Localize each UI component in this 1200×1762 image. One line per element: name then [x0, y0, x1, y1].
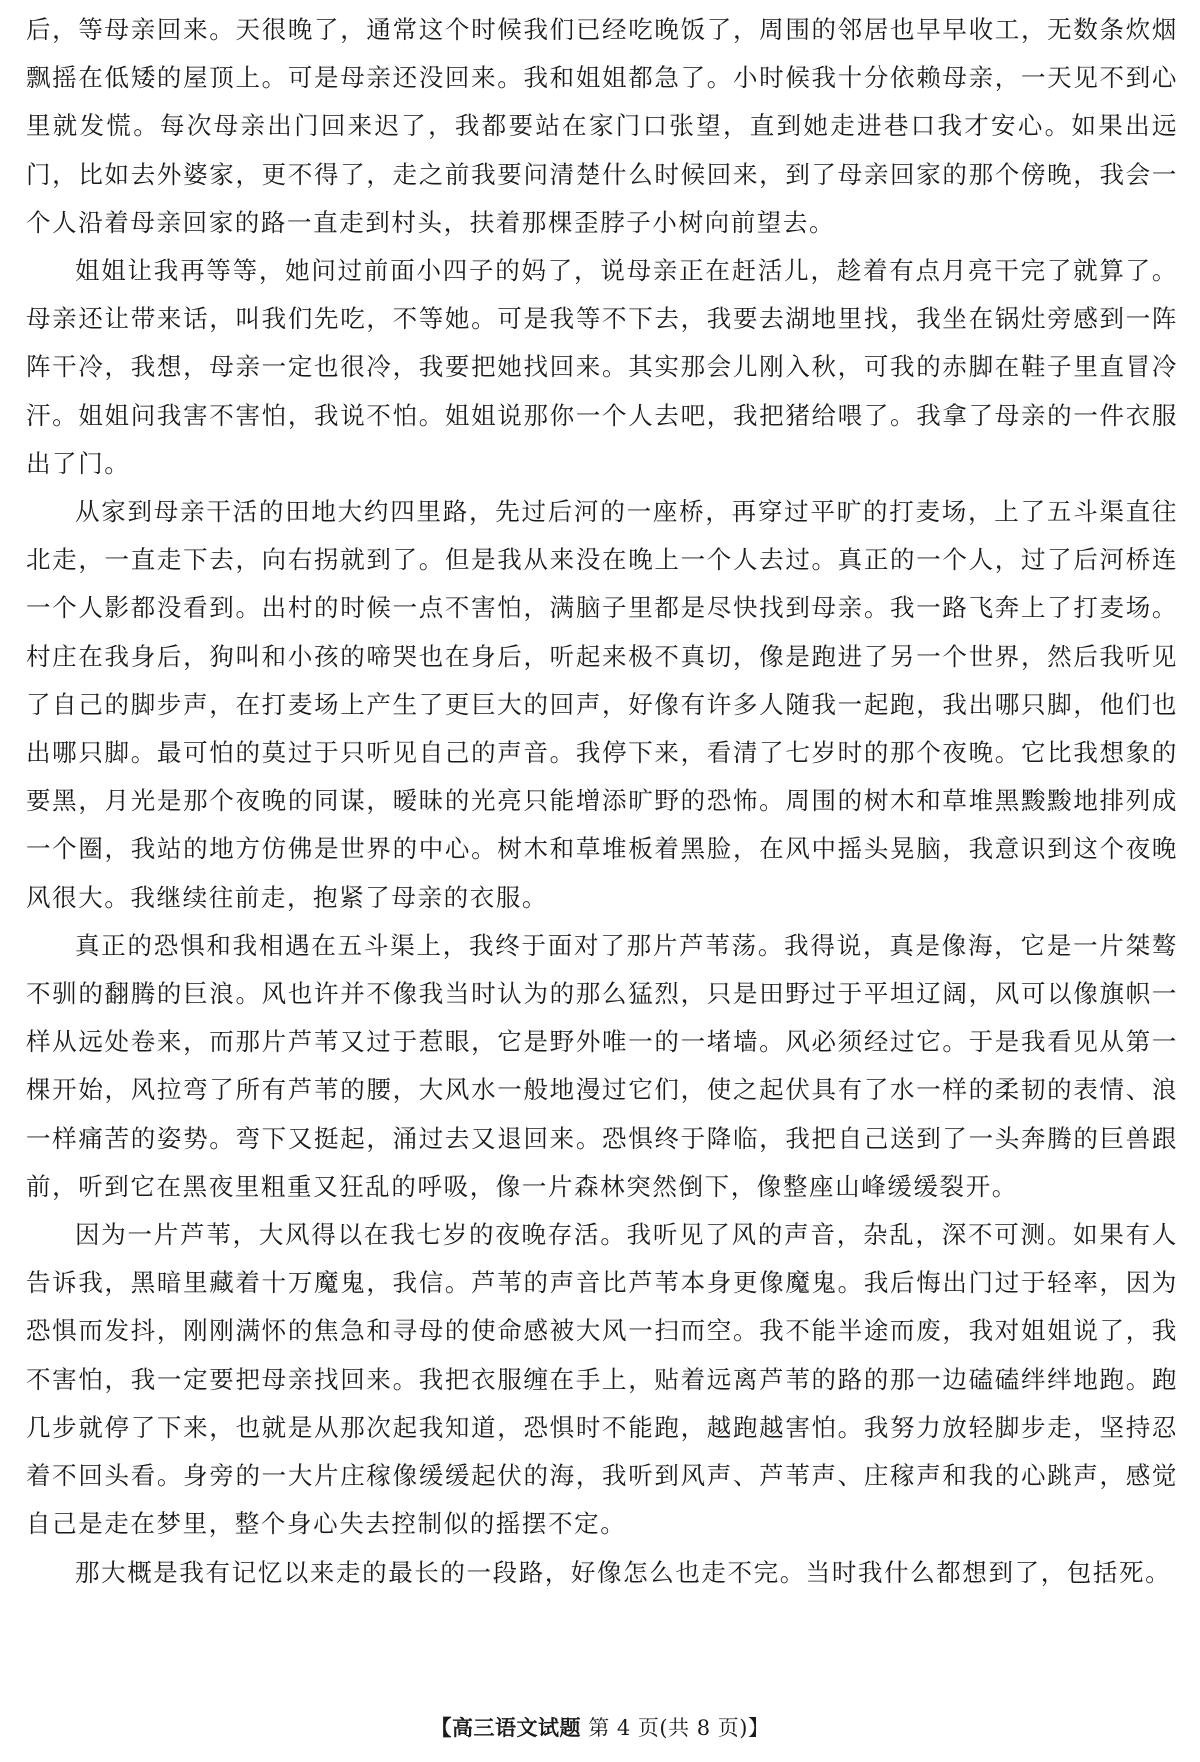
- document-body: [26, 6, 1178, 1686]
- paragraph-1: 后，等母亲回来。天很晚了，通常这个时候我们已经吃晚饭了，周围的邻居也早早收工，无数条炊烟飘摇在低矮的屋顶上。可是母亲还没回来。我和姐姐都急了。小时候我十分依赖母亲，一天见不到心里就发慌。每次母亲出门回来迟了，我都要站在家门口张望，直到她走进巷口我才安心。如果出远门，比如去外婆家，更不得了，走之前我要问清楚什么时候回来，到了母亲回家的那个傍晚，我会一个人沿着母亲回家的路一直走到村头，扶着那棵歪脖子小树向前望去。: [26, 15, 1178, 237]
- paragraph-2: 姐姐让我再等等，她问过前面小四子的妈了，说母亲正在赶活儿，趁着有点月亮干完了就算了。母亲还让带来话，叫我们先吃，不等她。可是我等不下去，我要去湖地里找，我坐在锅灶旁感到一阵阵干冷，我想，母亲一定也很冷，我要把她找回来。其实那会儿刚入秋，可我的赤脚在鞋子里直冒冷汗。姐姐问我害不害怕，我说不怕。姐姐说那你一个人去吧，我把猪给喂了。我拿了母亲的一件衣服出了门。: [26, 256, 1178, 478]
- paragraph-6: 那大概是我有记忆以来走的最长的一段路，好像怎么也走不完。当时我什么都想到了，包括死。: [75, 1557, 1172, 1587]
- paragraph-4: 真正的恐惧和我相遇在五斗渠上，我终于面对了那片芦苇荡。我得说，真是像海，它是一片桀骜不驯的翻腾的巨浪。风也许并不像我当时认为的那么猛烈，只是田野过于平坦辽阔，风可以像旗帜一样从远处卷来，而那片芦苇又过于惹眼，它是野外唯一的一堵墙。风必须经过它。于是我看见从第一棵开始，风拉弯了所有芦苇的腰，大风水一般地漫过它们，使之起伏具有了水一样的柔韧的表情、浪一样痛苦的姿势。弯下又挺起，涌过去又退回来。恐惧终于降临，我把自己送到了一头奔腾的巨兽跟前，听到它在黑夜里粗重又狂乱的呼吸，像一片森林突然倒下，像整座山峰缓缓裂开。: [26, 930, 1178, 1201]
- page-footer: [0, 1712, 1200, 1742]
- exam-title: 【高三语文试题: [430, 1715, 581, 1740]
- paragraph-5: 因为一片芦苇，大风得以在我七岁的夜晚存活。我听见了风的声音，杂乱，深不可测。如果有人告诉我，黑暗里藏着十万魔鬼，我信。芦苇的声音比芦苇本身更像魔鬼。我后悔出门过于轻率，因为恐惧而发抖，刚刚满怀的焦急和寻母的使命感被大风一扫而空。我不能半途而废，我对姐姐说了，我不害怕，我一定要把母亲找回来。我把衣服缠在手上，贴着远离芦苇的路的那一边磕磕绊绊地跑。跑几步就停了下来，也就是从那次起我知道，恐惧时不能跑，越跑越害怕。我努力放轻脚步走，坚持忍着不回头看。身旁的一大片庄稼像缓缓起伏的海，我听到风声、芦苇声、庄稼声和我的心跳声，感觉自己是走在梦里，整个身心失去控制似的摇摆不定。: [26, 1220, 1178, 1539]
- page-number: 第 4 页(共 8 页)】: [588, 1716, 770, 1740]
- paragraph-3: 从家到母亲干活的田地大约四里路，先过后河的一座桥，再穿过平旷的打麦场，上了五斗渠直往北走，一直走下去，向右拐就到了。但是我从来没在晚上一个人去过。真正的一个人，过了后河桥连一个人影都没看到。出村的时候一点不害怕，满脑子里都是尽快找到母亲。我一路飞奔上了打麦场。村庄在我身后，狗叫和小孩的啼哭也在身后，听起来极不真切，像是跑进了另一个世界，然后我听见了自己的脚步声，在打麦场上产生了更巨大的回声，好像有许多人随我一起跑，我出哪只脚，他们也出哪只脚。最可怕的莫过于只听见自己的声音。我停下来，看清了七岁时的那个夜晚。它比我想象的要黑，月光是那个夜晚的同谋，暧昧的光亮只能增添旷野的恐怖。周围的树木和草堆黑黢黢地排列成一个圈，我站的地方仿佛是世界的中心。树木和草堆板着黑脸，在风中摇头晃脑，我意识到这个夜晚风很大。我继续往前走，抱紧了母亲的衣服。: [26, 497, 1178, 912]
